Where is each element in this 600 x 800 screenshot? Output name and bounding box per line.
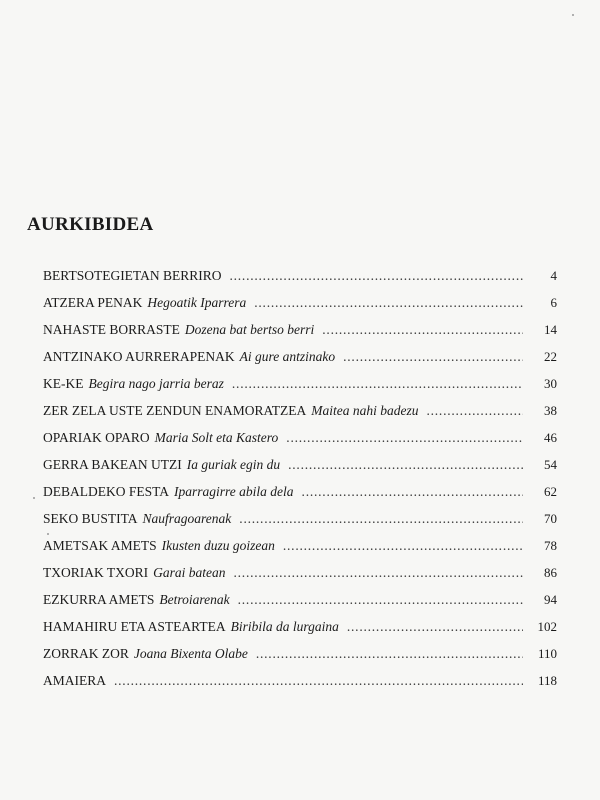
toc-entry xyxy=(43,538,557,565)
page-number: 86 xyxy=(544,565,557,580)
toc-entry xyxy=(43,268,557,295)
toc-entry xyxy=(43,646,557,673)
entry-title: AMAIERA xyxy=(43,673,106,688)
dot-leader xyxy=(302,484,523,500)
entry-title: SEKO BUSTITA xyxy=(43,511,138,526)
dot-leader xyxy=(322,322,523,338)
toc-entry xyxy=(43,511,557,538)
toc-entry xyxy=(43,295,557,322)
dot-leader xyxy=(347,619,523,635)
entry-subtitle: Betroiarenak xyxy=(159,592,230,607)
dot-leader xyxy=(229,268,523,284)
page-number: 118 xyxy=(537,673,557,688)
page-number: 6 xyxy=(550,295,557,310)
entry-subtitle: Biribila da lurgaina xyxy=(230,619,339,634)
entry-title: ZER ZELA USTE ZENDUN ENAMORATZEA xyxy=(43,403,307,418)
entry-title: ZORRAK ZOR xyxy=(43,646,129,661)
toc-entry xyxy=(43,322,557,349)
entry-subtitle: Naufragoarenak xyxy=(142,511,232,526)
entry-subtitle: Hegoatik Iparrera xyxy=(147,295,247,310)
entry-title: OPARIAK OPARO xyxy=(43,430,150,445)
entry-subtitle: Maria Solt eta Kastero xyxy=(154,430,279,445)
entry-title: NAHASTE BORRASTE xyxy=(43,322,180,337)
entry-title: DEBALDEKO FESTA xyxy=(43,484,170,499)
dot-leader xyxy=(283,538,523,554)
dot-leader xyxy=(114,673,523,689)
entry-title: TXORIAK TXORI xyxy=(43,565,149,580)
toc-entry xyxy=(43,349,557,376)
entry-subtitle: Iparragirre abila dela xyxy=(174,484,294,499)
dot-leader xyxy=(234,565,524,581)
entry-subtitle: Joana Bixenta Olabe xyxy=(133,646,248,661)
entry-title: ANTZINAKO AURRERAPENAK xyxy=(43,349,235,364)
dot-leader xyxy=(232,376,523,392)
page-number: 110 xyxy=(537,646,557,661)
entry-subtitle: Ai gure antzinako xyxy=(239,349,336,364)
entry-title: BERTSOTEGIETAN BERRIRO xyxy=(43,268,222,283)
entry-subtitle: Garai batean xyxy=(153,565,226,580)
page-number: 46 xyxy=(544,430,557,445)
dot-leader xyxy=(343,349,523,365)
toc-entry xyxy=(43,376,557,403)
dot-leader xyxy=(256,646,523,662)
dot-leader xyxy=(239,511,523,527)
page-number: 102 xyxy=(537,619,557,634)
entry-subtitle: Dozena bat bertso berri xyxy=(184,322,315,337)
dot-leader xyxy=(238,592,523,608)
entry-title: ATZERA PENAK xyxy=(43,295,143,310)
page-number: 94 xyxy=(544,592,557,607)
dot-leader xyxy=(254,295,523,311)
page-number: 30 xyxy=(544,376,557,391)
entry-subtitle: Ikusten duzu goizean xyxy=(161,538,275,553)
toc-entry xyxy=(43,403,557,430)
toc-entry xyxy=(43,565,557,592)
page-number: 54 xyxy=(544,457,557,472)
page-number: 38 xyxy=(544,403,557,418)
dot-leader xyxy=(288,457,523,473)
page-number: 78 xyxy=(544,538,557,553)
page-number: 62 xyxy=(544,484,557,499)
entry-subtitle: Ia guriak egin du xyxy=(186,457,281,472)
toc-entry xyxy=(43,673,557,700)
toc-entry xyxy=(43,619,557,646)
entry-title: AMETSAK AMETS xyxy=(43,538,157,553)
scan-speck xyxy=(33,497,35,499)
toc-heading: AURKIBIDEA xyxy=(27,214,154,235)
scan-speck xyxy=(572,14,574,16)
page-number: 22 xyxy=(544,349,557,364)
entry-title: GERRA BAKEAN UTZI xyxy=(43,457,182,472)
page-number: 70 xyxy=(544,511,557,526)
entry-subtitle: Maitea nahi badezu xyxy=(311,403,419,418)
toc-entry xyxy=(43,430,557,457)
table-of-contents xyxy=(43,268,557,700)
page-number: 14 xyxy=(544,322,557,337)
dot-leader xyxy=(286,430,523,446)
page-number: 4 xyxy=(550,268,557,283)
entry-title: KE-KE xyxy=(43,376,84,391)
toc-entry xyxy=(43,484,557,511)
entry-title: HAMAHIRU ETA ASTEARTEA xyxy=(43,619,226,634)
dot-leader xyxy=(426,403,523,419)
entry-subtitle: Begira nago jarria beraz xyxy=(88,376,224,391)
toc-entry xyxy=(43,457,557,484)
toc-entry xyxy=(43,592,557,619)
entry-title: EZKURRA AMETS xyxy=(43,592,155,607)
